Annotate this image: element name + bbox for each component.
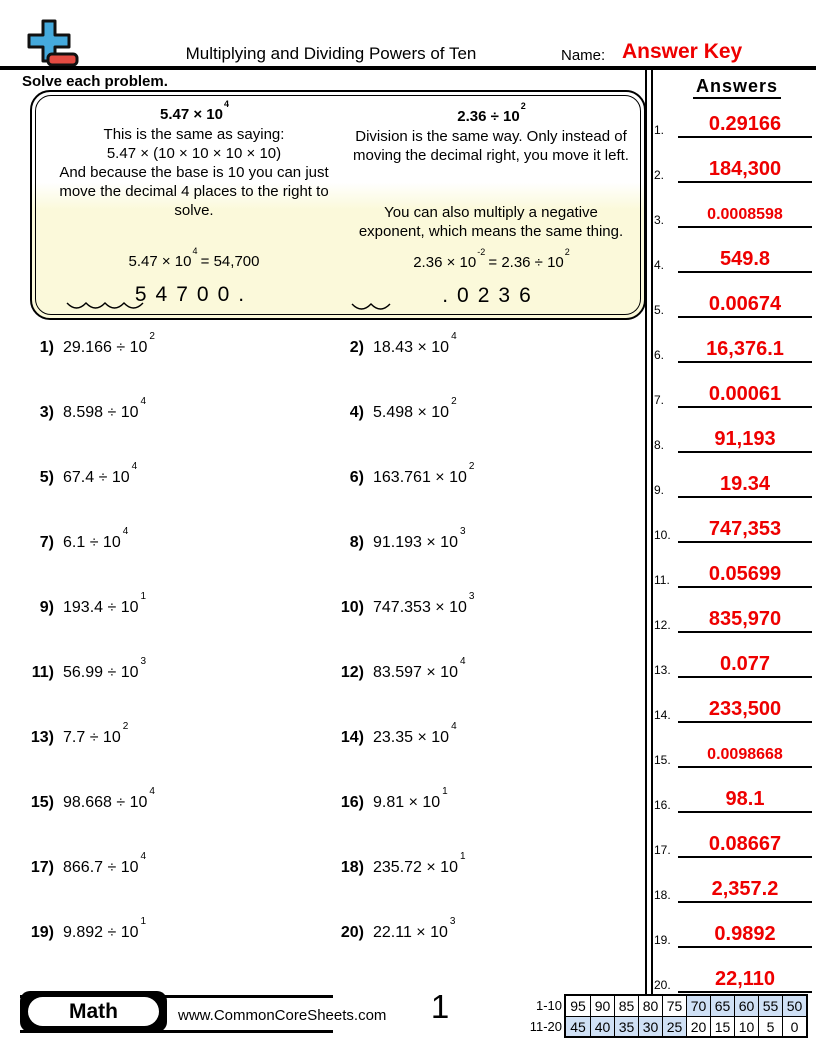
- problem-number: 14): [340, 729, 364, 747]
- problem-number: 10): [340, 599, 364, 617]
- problem-item: [330, 656, 466, 682]
- worksheet-title: Multiplying and Dividing Powers of Ten: [185, 44, 477, 63]
- answer-number: 3.: [654, 213, 665, 227]
- problem-item: [330, 591, 475, 617]
- problem-item: [20, 721, 129, 747]
- score-cell: 65: [710, 996, 734, 1016]
- score-row-label: 11-20: [529, 1019, 562, 1034]
- problem-exponent: 2: [451, 396, 457, 407]
- exponent: -2: [477, 247, 486, 257]
- answer-value: 0.05699: [678, 562, 812, 588]
- problem-item: [330, 396, 457, 422]
- header-rule: [0, 66, 816, 70]
- score-cell: 80: [638, 996, 662, 1016]
- score-cell: 40: [590, 1016, 614, 1036]
- score-cell: 75: [662, 996, 686, 1016]
- score-cell: 35: [614, 1016, 638, 1036]
- problem-item: [330, 721, 457, 747]
- problem-expression: $9.81 \times 10^1$: [373, 786, 448, 812]
- problem-exponent: 4: [149, 786, 155, 797]
- answer-number: 12.: [654, 618, 671, 632]
- answer-row: [654, 786, 812, 813]
- problem-number: 9): [39, 599, 54, 617]
- answer-row: [654, 426, 812, 453]
- problem-number: 19): [30, 924, 54, 942]
- example-multiplication: [46, 100, 342, 306]
- problem-exponent: 1: [140, 916, 147, 927]
- score-cell: 50: [782, 996, 806, 1016]
- answer-number: 15.: [654, 753, 671, 767]
- problem-expression: $5.498 \times 10^2$: [373, 396, 457, 422]
- problem-item: [330, 786, 448, 812]
- problem-exponent: 4: [451, 331, 457, 342]
- answer-number: 18.: [654, 888, 671, 902]
- example-text: 5.47 × (10 × 10 × 10 × 10): [106, 145, 282, 162]
- answer-number: 13.: [654, 663, 671, 677]
- answer-number: 7.: [654, 393, 665, 407]
- answer-row: [654, 606, 812, 633]
- problem-exponent: 2: [122, 721, 129, 732]
- score-cell: 15: [710, 1016, 734, 1036]
- problem-item: [20, 331, 155, 357]
- problem-item: [20, 656, 147, 682]
- answer-row: [654, 156, 812, 183]
- score-cell: 85: [614, 996, 638, 1016]
- problem-item: [330, 331, 457, 357]
- answer-row: [654, 966, 812, 993]
- problem-expression: $7.7 \div 10^2$: [63, 721, 129, 747]
- answer-value: 184,300: [678, 157, 812, 183]
- problem-number: 3): [39, 404, 54, 422]
- score-cell: 45: [566, 1016, 590, 1036]
- problem-item: [20, 916, 147, 942]
- problem-number: 1): [39, 339, 54, 357]
- example-heading: $2.36 \div 10^2$: [457, 101, 526, 125]
- score-cell: 95: [570, 998, 586, 1014]
- site-url: www.CommonCoreSheets.com: [178, 1007, 387, 1024]
- problem-item: [330, 916, 456, 942]
- answer-value: 0.08667: [678, 832, 812, 858]
- score-cell: 70: [686, 996, 710, 1016]
- answer-number: 10.: [654, 528, 671, 542]
- answer-value: 16,376.1: [678, 337, 812, 363]
- answer-row: [654, 651, 812, 678]
- problem-exponent: 4: [451, 721, 457, 732]
- answer-row: [654, 876, 812, 903]
- problem-item: [20, 851, 147, 877]
- answer-row: [654, 561, 812, 588]
- problem-number: 8): [349, 534, 364, 552]
- problem-exponent: 3: [449, 916, 456, 927]
- decimal-hop-arcs-icon: [351, 302, 392, 314]
- problem-number: 5): [39, 469, 54, 487]
- answer-value: 0.00674: [678, 292, 812, 318]
- problem-item: [330, 526, 466, 552]
- problem-item: [330, 851, 466, 877]
- problem-number: 20): [340, 924, 364, 942]
- answer-row: [654, 246, 812, 273]
- problem-number: 12): [340, 664, 364, 682]
- score-cell: 90: [590, 996, 614, 1016]
- answer-number: 16.: [654, 798, 671, 812]
- problem-item: [20, 526, 129, 552]
- problem-exponent: 2: [149, 331, 155, 342]
- problem-exponent: 4: [140, 396, 147, 407]
- problem-expression: $866.7 \div 10^4$: [63, 851, 147, 877]
- answer-number: 20.: [654, 978, 671, 992]
- score-cell: 55: [758, 996, 782, 1016]
- problem-number: 4): [349, 404, 364, 422]
- answer-value: 0.00061: [678, 382, 812, 408]
- brand-badge: [20, 991, 167, 1032]
- answer-value: 0.9892: [678, 922, 812, 948]
- answer-row: [654, 201, 812, 228]
- answer-row: [654, 291, 812, 318]
- answer-number: 11.: [654, 573, 670, 587]
- answer-value: 2,357.2: [678, 877, 812, 903]
- answer-value: 233,500: [678, 697, 812, 723]
- problem-exponent: 4: [140, 851, 147, 862]
- problem-item: [20, 591, 147, 617]
- answer-number: 5.: [654, 303, 665, 317]
- problem-expression: $9.892 \div 10^1$: [63, 916, 147, 942]
- problem-expression: $163.761 \times 10^2$: [373, 461, 475, 487]
- score-cell: 60: [734, 996, 758, 1016]
- example-heading: $5.47 \times 10^4$: [160, 99, 229, 123]
- page-number: 1: [430, 988, 450, 1025]
- problem-exponent: 3: [459, 526, 466, 537]
- answer-number: 14.: [654, 708, 671, 722]
- score-cell: 5: [758, 1016, 782, 1036]
- example-box: [30, 90, 646, 320]
- answer-number: 17.: [654, 843, 671, 857]
- answer-row: [654, 516, 812, 543]
- example-text: Division is the same way. Only instead of moving the decimal right, you move it left.: [353, 128, 629, 164]
- answer-row: [654, 336, 812, 363]
- example-equation: $2.36 \times 10^{-2} = 2.36 \div 10^2$: [413, 247, 570, 271]
- problem-expression: $6.1 \div 10^4$: [63, 526, 129, 552]
- answer-value: 549.8: [678, 247, 812, 273]
- answer-number: 2.: [654, 168, 665, 182]
- decimal-hop-arcs-icon: [66, 301, 146, 313]
- problem-expression: $56.99 \div 10^3$: [63, 656, 147, 682]
- instruction-text: Solve each problem.: [22, 73, 168, 90]
- answer-row: [654, 111, 812, 138]
- answer-row: [654, 741, 812, 768]
- problem-expression: $83.597 \times 10^4$: [373, 656, 466, 682]
- answer-row: [654, 471, 812, 498]
- answer-value: 747,353: [678, 517, 812, 543]
- exponent: 2: [564, 247, 570, 257]
- name-label: Name:: [561, 47, 606, 64]
- answer-number: 1.: [654, 123, 665, 137]
- score-cell: 0: [782, 1016, 806, 1036]
- problem-expression: $8.598 \div 10^4$: [63, 396, 147, 422]
- problem-item: [20, 786, 155, 812]
- problem-number: 13): [30, 729, 54, 747]
- problem-expression: $23.35 \times 10^4$: [373, 721, 457, 747]
- answer-value: 98.1: [678, 787, 812, 813]
- example-text: You can also multiply a negative exponent, which means the same thing.: [358, 204, 624, 240]
- answer-row: [654, 921, 812, 948]
- exponent: 4: [223, 99, 229, 109]
- problem-item: [20, 461, 138, 487]
- problem-item: [20, 396, 147, 422]
- score-cell: 20: [686, 1016, 710, 1036]
- answer-number: 9.: [654, 483, 665, 497]
- example-text: This is the same as saying:: [103, 126, 285, 143]
- problem-expression: $98.668 \div 10^4$: [63, 786, 155, 812]
- decimal-shift-digits: .0236: [350, 286, 632, 307]
- answer-row: [654, 831, 812, 858]
- example-division: [350, 102, 632, 307]
- problem-item: [330, 461, 475, 487]
- answer-row: [654, 696, 812, 723]
- problem-expression: $235.72 \times 10^1$: [373, 851, 466, 877]
- problem-number: 17): [30, 859, 54, 877]
- problem-expression: $22.11 \times 10^3$: [373, 916, 456, 942]
- problem-number: 6): [349, 469, 364, 487]
- answer-number: 19.: [654, 933, 671, 947]
- answer-number: 4.: [654, 258, 665, 272]
- problem-number: 7): [39, 534, 54, 552]
- answers-divider-line: [651, 70, 653, 994]
- problem-exponent: 1: [459, 851, 466, 862]
- problem-number: 15): [30, 794, 54, 812]
- problem-expression: $67.4 \div 10^4$: [63, 461, 138, 487]
- answer-value: 19.34: [678, 472, 812, 498]
- problem-exponent: 4: [122, 526, 129, 537]
- problem-number: 2): [349, 339, 364, 357]
- answer-number: 8.: [654, 438, 665, 452]
- problem-expression: $193.4 \div 10^1$: [63, 591, 147, 617]
- problem-exponent: 3: [140, 656, 147, 667]
- decimal-shift-digits: 54700.: [46, 285, 342, 306]
- answer-value: 0.0008598: [678, 204, 812, 228]
- score-table: [564, 994, 808, 1038]
- problem-expression: $29.166 \div 10^2$: [63, 331, 155, 357]
- answer-value: 0.077: [678, 652, 812, 678]
- exponent: 4: [192, 246, 198, 256]
- problem-exponent: 3: [468, 591, 475, 602]
- answer-value: 0.29166: [678, 112, 812, 138]
- problem-expression: $747.353 \times 10^3$: [373, 591, 475, 617]
- brand-label: Math: [28, 997, 159, 1026]
- problem-exponent: 1: [140, 591, 147, 602]
- exponent: 2: [520, 101, 526, 111]
- score-row-label: 1-10: [535, 998, 562, 1013]
- answers-column-title: Answers: [677, 76, 797, 97]
- answer-row: [654, 381, 812, 408]
- answer-value: 91,193: [678, 427, 812, 453]
- answer-value: 22,110: [678, 967, 812, 993]
- answer-value: 835,970: [678, 607, 812, 633]
- problem-number: 11): [31, 664, 54, 682]
- problem-expression: $91.193 \times 10^3$: [373, 526, 466, 552]
- problem-number: 18): [340, 859, 364, 877]
- problem-exponent: 4: [459, 656, 466, 667]
- answer-value: 0.0098668: [678, 744, 812, 768]
- score-cell: 10: [734, 1016, 758, 1036]
- problem-number: 16): [340, 794, 364, 812]
- score-cell: 25: [662, 1016, 686, 1036]
- problem-exponent: 1: [442, 786, 448, 797]
- problem-exponent: 2: [468, 461, 475, 472]
- answer-key-text: Answer Key: [622, 40, 743, 63]
- problem-expression: $18.43 \times 10^4$: [373, 331, 457, 357]
- problem-exponent: 4: [131, 461, 138, 472]
- example-text: And because the base is 10 you can just move the decimal 4 places to the right to solve.: [59, 164, 329, 219]
- answer-number: 6.: [654, 348, 665, 362]
- example-equation: $5.47 \times 10^4 = 54,700$: [128, 246, 260, 270]
- score-cell: 30: [638, 1016, 662, 1036]
